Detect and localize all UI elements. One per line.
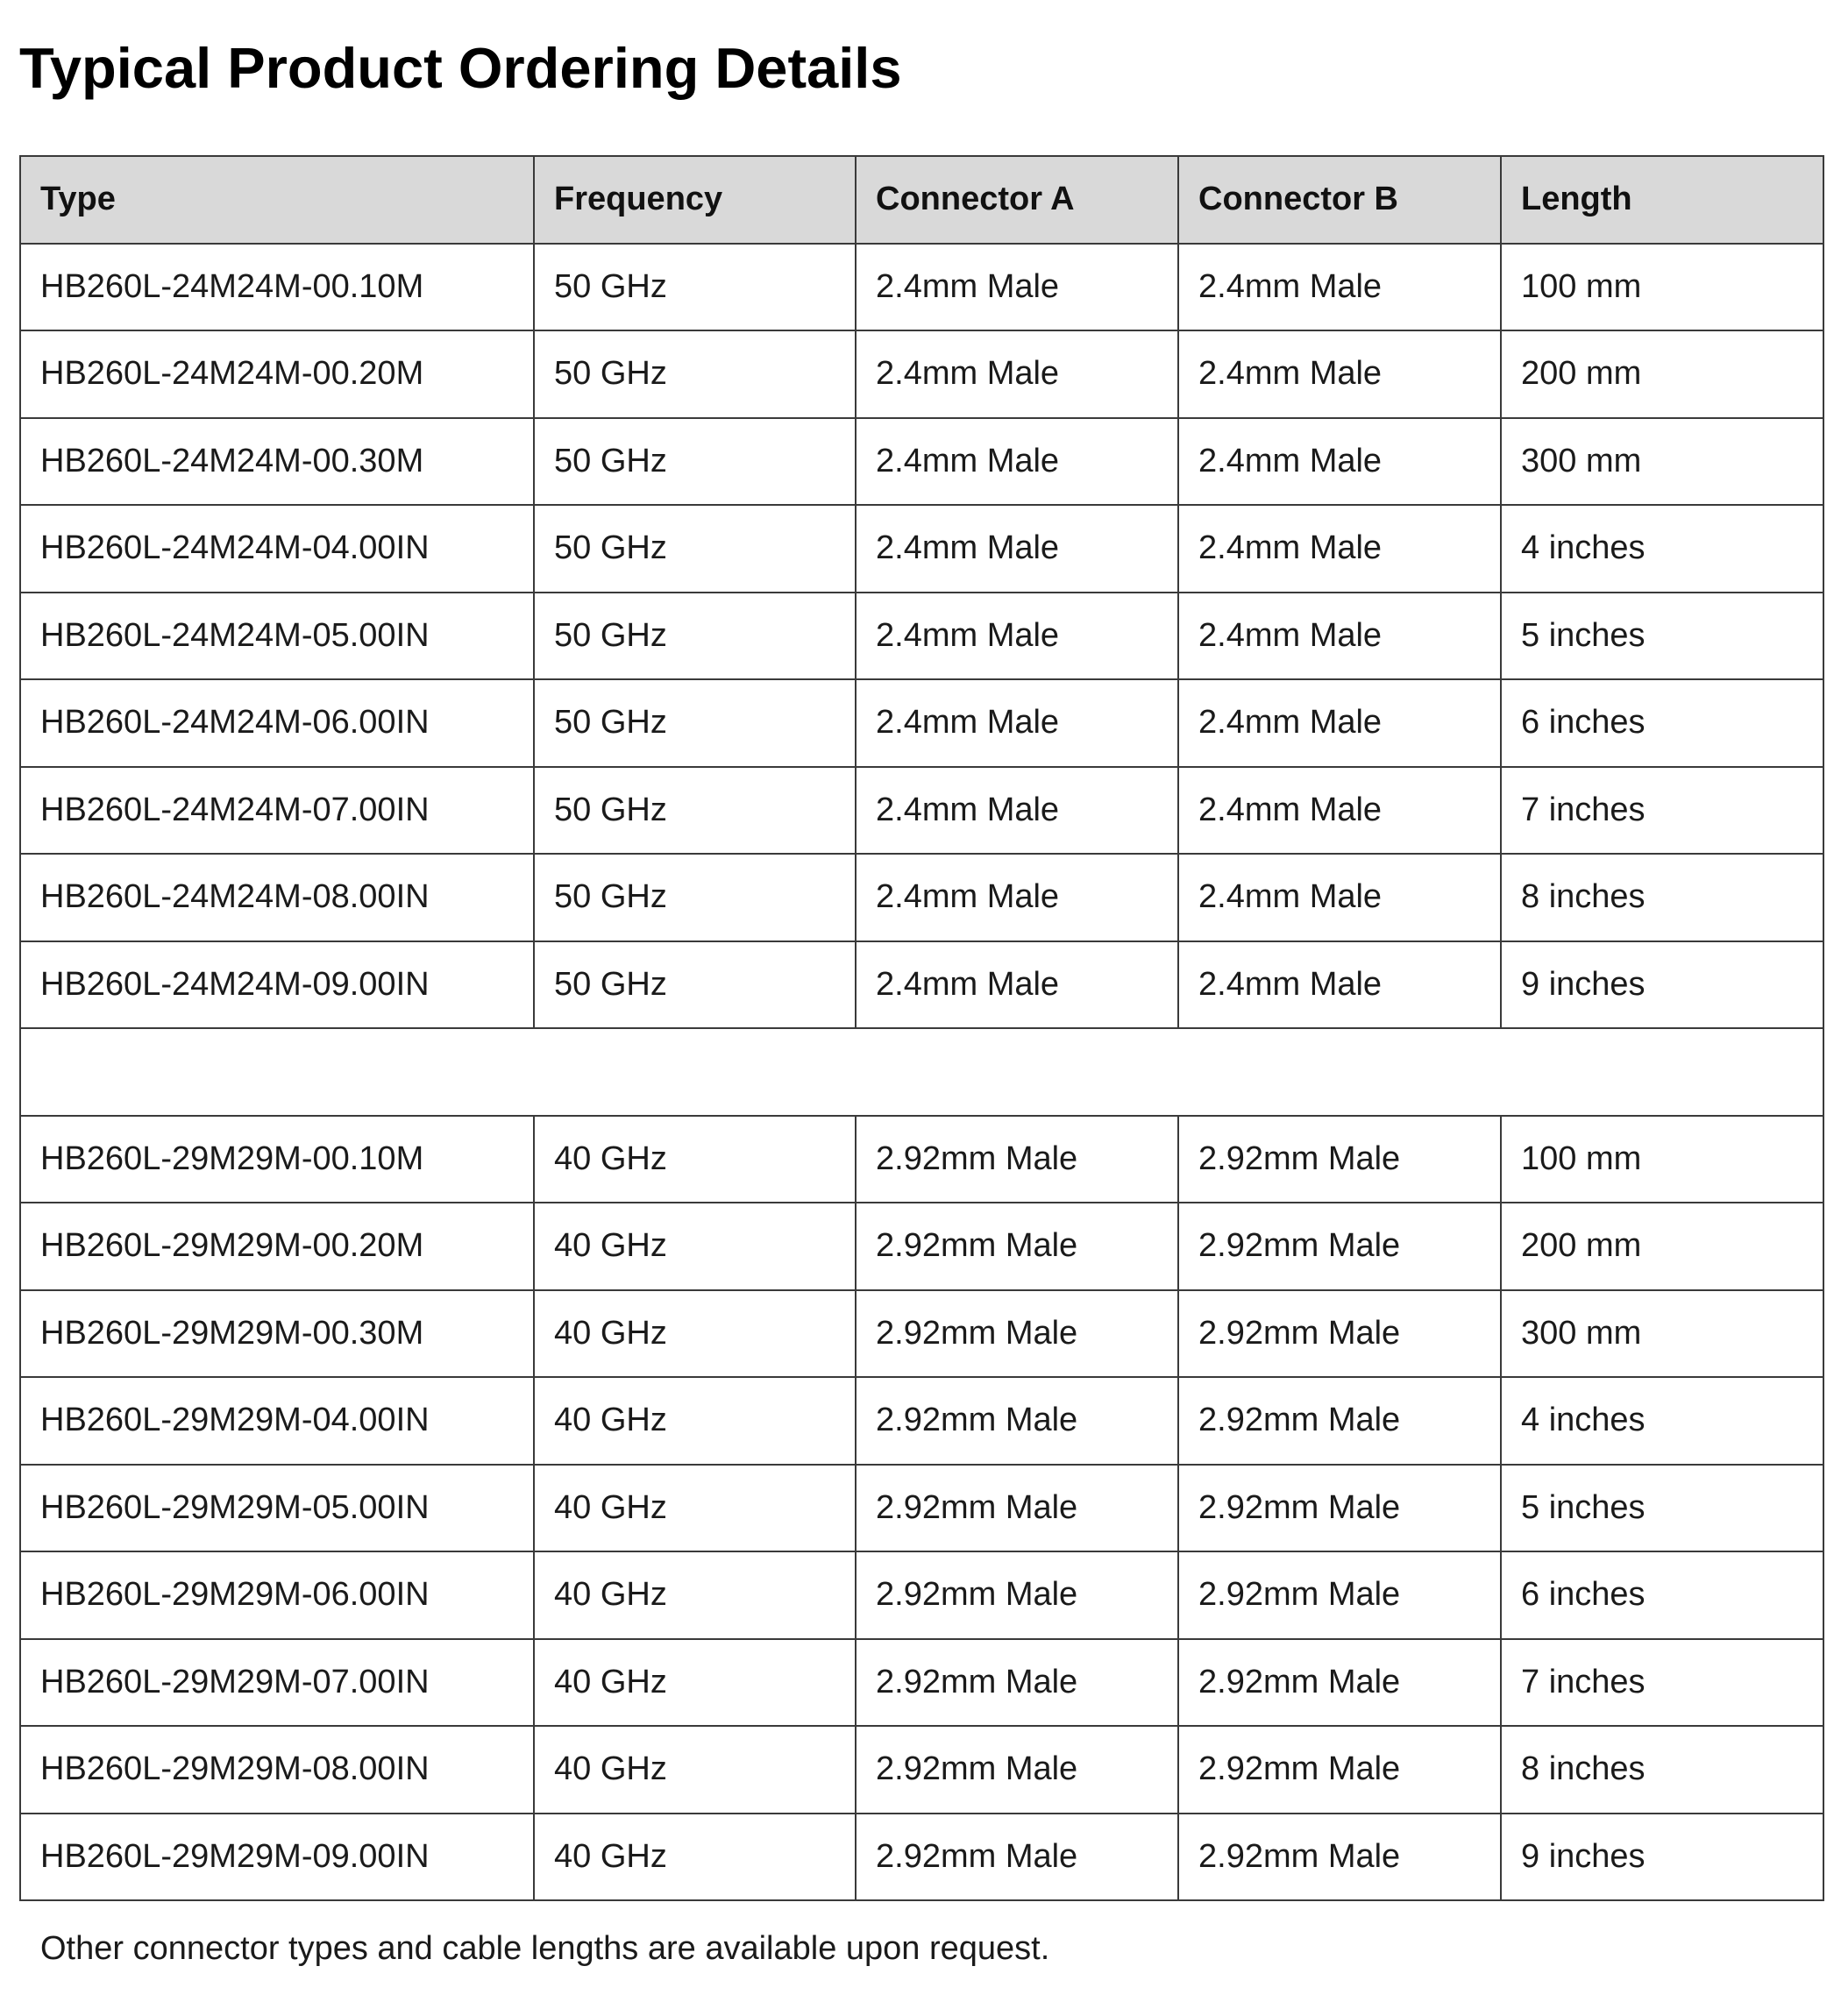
cell-type: HB260L-29M29M-08.00IN [20,1726,534,1814]
cell-frequency: 50 GHz [534,941,856,1029]
table-row [20,679,1823,767]
separator-cell [20,1028,1823,1116]
cell-connector-b: 2.4mm Male [1178,593,1501,680]
cell-connector-a: 2.92mm Male [856,1290,1178,1378]
ordering-table [19,155,1824,1901]
cell-type: HB260L-24M24M-05.00IN [20,593,534,680]
table-row [20,593,1823,680]
cell-length: 4 inches [1501,505,1823,593]
table-row [20,330,1823,418]
cell-length: 7 inches [1501,767,1823,855]
cell-length: 6 inches [1501,679,1823,767]
cell-length: 100 mm [1501,1116,1823,1203]
cell-connector-b: 2.92mm Male [1178,1726,1501,1814]
cell-frequency: 50 GHz [534,679,856,767]
cell-frequency: 50 GHz [534,244,856,331]
cell-frequency: 40 GHz [534,1726,856,1814]
cell-type: HB260L-29M29M-05.00IN [20,1465,534,1552]
cell-frequency: 40 GHz [534,1116,856,1203]
cell-type: HB260L-24M24M-07.00IN [20,767,534,855]
cell-connector-a: 2.4mm Male [856,593,1178,680]
cell-connector-a: 2.92mm Male [856,1203,1178,1290]
table-row [20,1551,1823,1639]
cell-frequency: 40 GHz [534,1551,856,1639]
cell-length: 6 inches [1501,1551,1823,1639]
cell-connector-a: 2.92mm Male [856,1639,1178,1727]
cell-length: 200 mm [1501,1203,1823,1290]
cell-type: HB260L-29M29M-00.20M [20,1203,534,1290]
table-header [20,156,1823,244]
cell-frequency: 50 GHz [534,418,856,506]
cell-connector-a: 2.4mm Male [856,941,1178,1029]
cell-connector-a: 2.92mm Male [856,1377,1178,1465]
cell-length: 5 inches [1501,593,1823,680]
cell-connector-a: 2.4mm Male [856,679,1178,767]
cell-connector-b: 2.92mm Male [1178,1551,1501,1639]
group-separator-row [20,1028,1823,1116]
cell-frequency: 40 GHz [534,1203,856,1290]
table-row [20,1377,1823,1465]
cell-length: 5 inches [1501,1465,1823,1552]
cell-connector-a: 2.92mm Male [856,1814,1178,1901]
cell-length: 4 inches [1501,1377,1823,1465]
cell-frequency: 40 GHz [534,1465,856,1552]
cell-connector-b: 2.4mm Male [1178,330,1501,418]
cell-length: 9 inches [1501,1814,1823,1901]
cell-connector-b: 2.92mm Male [1178,1465,1501,1552]
cell-type: HB260L-29M29M-09.00IN [20,1814,534,1901]
cell-type: HB260L-29M29M-04.00IN [20,1377,534,1465]
cell-type: HB260L-24M24M-00.30M [20,418,534,506]
table-row [20,854,1823,941]
cell-connector-b: 2.92mm Male [1178,1116,1501,1203]
cell-connector-a: 2.4mm Male [856,244,1178,331]
cell-connector-b: 2.92mm Male [1178,1377,1501,1465]
cell-connector-a: 2.4mm Male [856,767,1178,855]
cell-connector-a: 2.4mm Male [856,418,1178,506]
cell-frequency: 50 GHz [534,330,856,418]
cell-length: 100 mm [1501,244,1823,331]
cell-length: 9 inches [1501,941,1823,1029]
table-row [20,244,1823,331]
cell-type: HB260L-24M24M-06.00IN [20,679,534,767]
column-header-length: Length [1501,156,1823,244]
cell-connector-b: 2.4mm Male [1178,418,1501,506]
cell-connector-b: 2.92mm Male [1178,1203,1501,1290]
cell-length: 8 inches [1501,1726,1823,1814]
cell-frequency: 40 GHz [534,1290,856,1378]
cell-frequency: 40 GHz [534,1377,856,1465]
page-title: Typical Product Ordering Details [19,36,902,100]
cell-length: 300 mm [1501,418,1823,506]
cell-frequency: 40 GHz [534,1639,856,1727]
cell-connector-a: 2.92mm Male [856,1726,1178,1814]
cell-connector-b: 2.92mm Male [1178,1290,1501,1378]
column-header-type: Type [20,156,534,244]
cell-connector-a: 2.92mm Male [856,1465,1178,1552]
cell-type: HB260L-24M24M-00.10M [20,244,534,331]
column-header-connector-a: Connector A [856,156,1178,244]
table-row [20,418,1823,506]
cell-connector-a: 2.92mm Male [856,1116,1178,1203]
cell-length: 200 mm [1501,330,1823,418]
table-row [20,1639,1823,1727]
cell-frequency: 50 GHz [534,767,856,855]
cell-connector-b: 2.4mm Male [1178,244,1501,331]
table-row [20,767,1823,855]
cell-connector-b: 2.4mm Male [1178,505,1501,593]
cell-connector-b: 2.4mm Male [1178,941,1501,1029]
cell-type: HB260L-24M24M-00.20M [20,330,534,418]
table-body [20,244,1823,1901]
footnote: Other connector types and cable lengths are available upon request. [40,1930,1050,1967]
cell-connector-b: 2.4mm Male [1178,854,1501,941]
table-row [20,1814,1823,1901]
cell-type: HB260L-24M24M-09.00IN [20,941,534,1029]
cell-type: HB260L-29M29M-00.10M [20,1116,534,1203]
cell-connector-b: 2.4mm Male [1178,767,1501,855]
cell-connector-b: 2.92mm Male [1178,1814,1501,1901]
column-header-frequency: Frequency [534,156,856,244]
cell-connector-b: 2.92mm Male [1178,1639,1501,1727]
cell-frequency: 50 GHz [534,505,856,593]
cell-frequency: 50 GHz [534,854,856,941]
table-row [20,1465,1823,1552]
cell-connector-a: 2.4mm Male [856,330,1178,418]
table-row [20,941,1823,1029]
cell-type: HB260L-29M29M-06.00IN [20,1551,534,1639]
column-header-connector-b: Connector B [1178,156,1501,244]
cell-connector-a: 2.4mm Male [856,854,1178,941]
table-row [20,1116,1823,1203]
cell-frequency: 40 GHz [534,1814,856,1901]
cell-length: 7 inches [1501,1639,1823,1727]
cell-length: 8 inches [1501,854,1823,941]
cell-type: HB260L-29M29M-07.00IN [20,1639,534,1727]
cell-type: HB260L-24M24M-04.00IN [20,505,534,593]
cell-type: HB260L-24M24M-08.00IN [20,854,534,941]
table-row [20,1290,1823,1378]
cell-connector-a: 2.4mm Male [856,505,1178,593]
cell-type: HB260L-29M29M-00.30M [20,1290,534,1378]
cell-connector-a: 2.92mm Male [856,1551,1178,1639]
cell-frequency: 50 GHz [534,593,856,680]
table-row [20,1726,1823,1814]
cell-connector-b: 2.4mm Male [1178,679,1501,767]
cell-length: 300 mm [1501,1290,1823,1378]
table-row [20,505,1823,593]
table-row [20,1203,1823,1290]
header-row [20,156,1823,244]
